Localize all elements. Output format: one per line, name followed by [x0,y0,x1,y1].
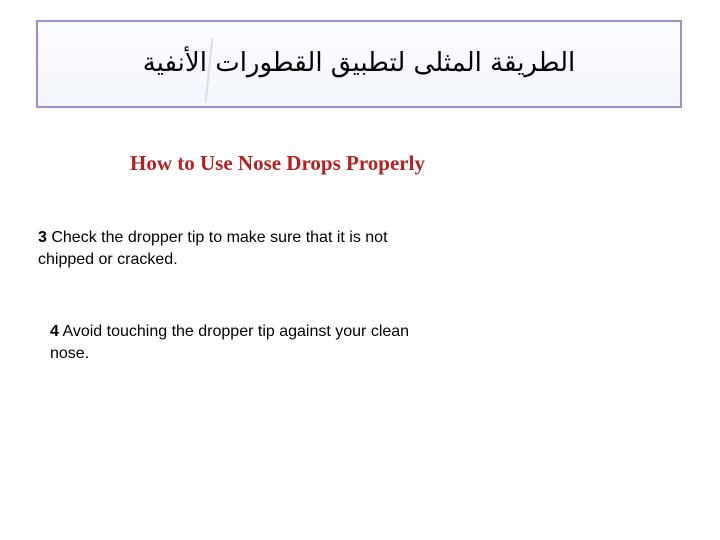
step-number: 4 [50,323,59,340]
step-text: Avoid touching the dropper tip against your clean nose. [50,323,410,362]
step-text: Check the dropper tip to make sure that it is not chipped or cracked. [38,229,388,268]
step-item [38,227,393,271]
title-box [36,20,682,108]
step-number: 3 [38,229,47,246]
step-item [50,321,415,365]
slide-title: الطريقة المثلى لتطبيق القطورات الأنفية [142,48,576,78]
slide-subtitle: How to Use Nose Drops Properly [130,151,425,175]
